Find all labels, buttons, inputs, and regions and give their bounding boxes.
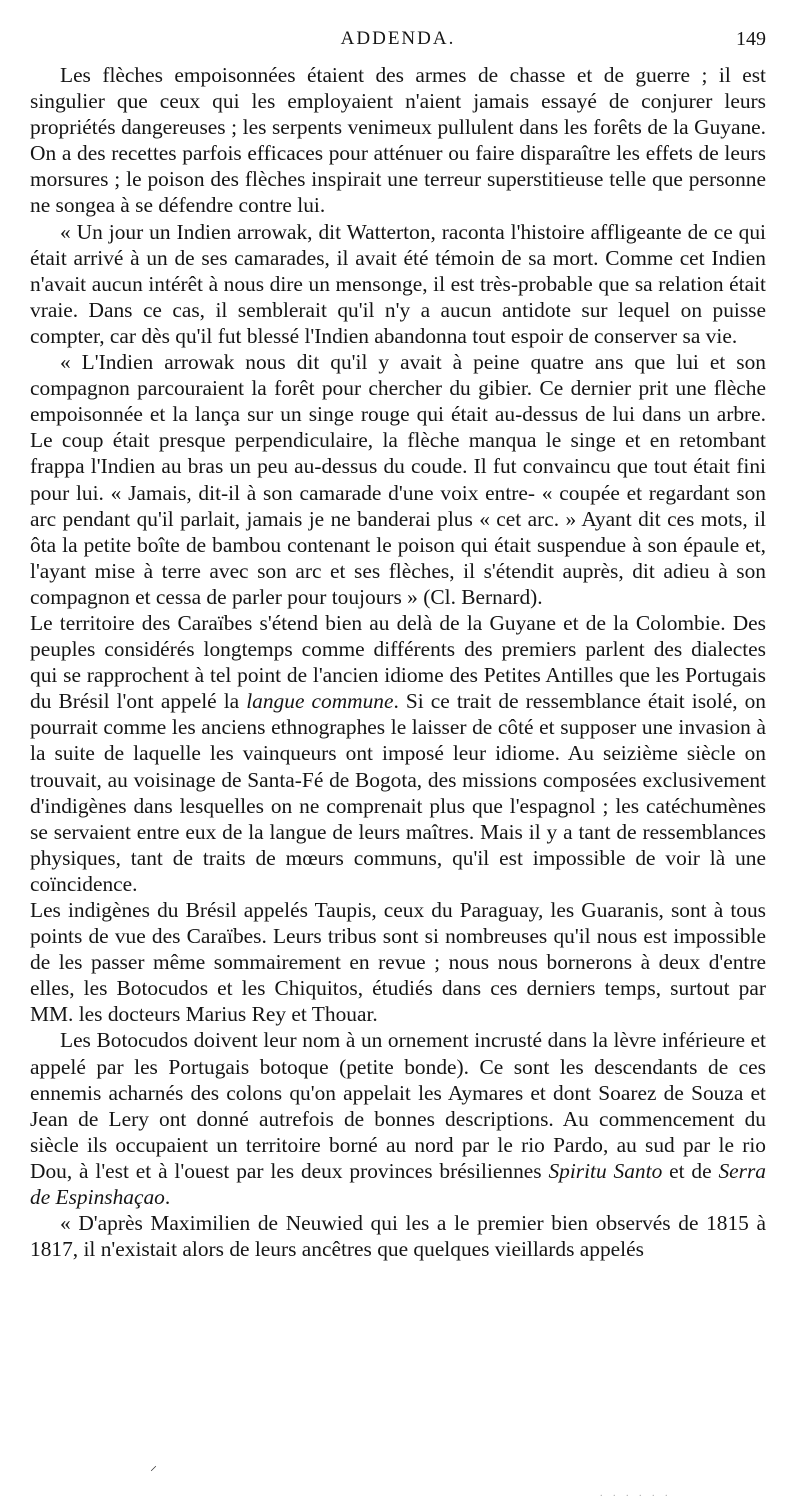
footer-print-noise: . . . . . . (600, 1488, 672, 1499)
italic-term: langue commune (246, 689, 394, 714)
book-page (30, 28, 766, 1262)
italic-place-name: Spiritu Santo (548, 1158, 663, 1183)
paragraph-poisoned-arrows: Les flèches empoisonnées étaient des armes de chasse et de guerre ; il est singulier que ceux qui les employaient n'aient jamais essayé de conjurer leurs propriétés dangereuses ; les serpents venimeux pullulent dans les forêts de la Guyane. On a des recettes parfois efficaces pour atténuer ou faire disparaître les effets de leurs morsures ; le poison des flèches inspirait une terreur superstitieuse telle que personne ne songea à se défendre contre lui. (30, 63, 766, 218)
italic-place-name-2: Serra de Espinshaçao (30, 1158, 766, 1210)
paragraph-text: Le territoire des Caraïbes s'étend bien au delà de la Guyane et de la Colombie. Des peuples considérés longtemps comme différents des premiers parlent des dialectes qui se rapprochent à tel point de l'ancien idiome des Petites Antilles que les Portugais du Brésil l'ont appelé la (30, 610, 766, 714)
paragraph-text-after: . Si ce trait de ressemblance était isolé, on pourrait comme les anciens ethnographes le laisser de côté et supposer une invasion à la suite de laquelle les vainqueurs ont imposé leur idiome. Au seizième siècle on trouvait, au voisinage de Santa-Fé de Bogota, des missions composées exclusivement d'indigènes dans lesquelles on ne comprenait plus que l'espagnol ; les catéchumènes se servaient entre eux de la langue de leurs maîtres. Mais il y a tant de ressemblances physiques, tant de traits de mœurs communs, qu'il est impossible de voir là une coïncidence. (30, 689, 766, 896)
paragraph-botocudos (30, 1027, 766, 1210)
running-title: ADDENDA. (340, 28, 456, 49)
paragraph-arrowak-story: « L'Indien arrowak nous dit qu'il y avait à peine quatre ans que lui et son compagnon parcouraient la forêt pour chercher du gibier. Ce dernier prit une flèche empoisonnée et la lança sur un singe rouge qui était au-dessus de lui dans un arbre. Le coup était presque perpendiculaire, la flèche manqua le singe et en retombant frappa l'Indien au bras un peu au-dessus du coude. Il fut convaincu que tout était fini pour lui. « Jamais, dit-il à son camarade d'une voix entre- « coupée et regardant son arc pendant qu'il parlait, jamais je ne banderai plus « cet arc. » Ayant dit ces mots, il ôta la petite boîte de bambou contenant le poison qui était suspendue à son épaule et, l'ayant mise à terre avec son arc et ses flèches, il s'étendit auprès, dit adieu à son compagnon et cessa de parler pour toujours » (Cl. Bernard). (30, 350, 766, 609)
body-text (30, 62, 766, 1262)
paragraph-text-after: . (164, 1185, 171, 1210)
paragraph-caribbean-territory (30, 610, 766, 897)
page-number: 149 (736, 28, 766, 50)
print-speck: ⸝ (150, 1459, 157, 1474)
paragraph-text-mid: et de (662, 1158, 719, 1183)
paragraph-watterton-quote: « Un jour un Indien arrowak, dit Watterton, raconta l'histoire affligeante de ce qui était arrivé à un de ses camarades, il avait été témoin de sa mort. Comme cet Indien n'avait aucun intérêt à nous dire un mensonge, il est très-probable que sa relation était vraie. Dans ce cas, il semblerait qu'il n'y a aucun antidote sur lequel on puisse compter, car dès qu'il fut blessé l'Indien abandonna tout espoir de conserver sa vie. (30, 219, 766, 348)
paragraph-text: Les Botocudos doivent leur nom à un ornement incrusté dans la lèvre inférieure et appelé par les Portugais botoque (petite bonde). Ce sont les descendants de ces ennemis acharnés des colons qu'on appelait les Aymares et dont Soarez de Souza et Jean de Lery ont donné autrefois de bonnes descriptions. Au commencement du siècle ils occupaient un territoire borné au nord par le rio Pardo, au sud par le rio Dou, à l'est et à l'ouest par les deux provinces brésiliennes (30, 1028, 766, 1183)
paragraph-neuwied: « D'après Maximilien de Neuwied qui les a le premier bien observés de 1815 à 1817, il n'existait alors de leurs ancêtres que quelques vieillards appelés (30, 1211, 766, 1262)
paragraph-brazil-indigenous: Les indigènes du Brésil appelés Taupis, ceux du Paraguay, les Guaranis, sont à tous points de vue des Caraïbes. Leurs tribus sont si nombreuses qu'il nous est impossible de les passer même sommairement en revue ; nous nous bornerons à deux d'entre elles, les Botocudos et les Chiquitos, étudiés dans ces derniers temps, surtout par MM. les docteurs Marius Rey et Thouar. (30, 898, 766, 1027)
page-header (30, 28, 766, 62)
